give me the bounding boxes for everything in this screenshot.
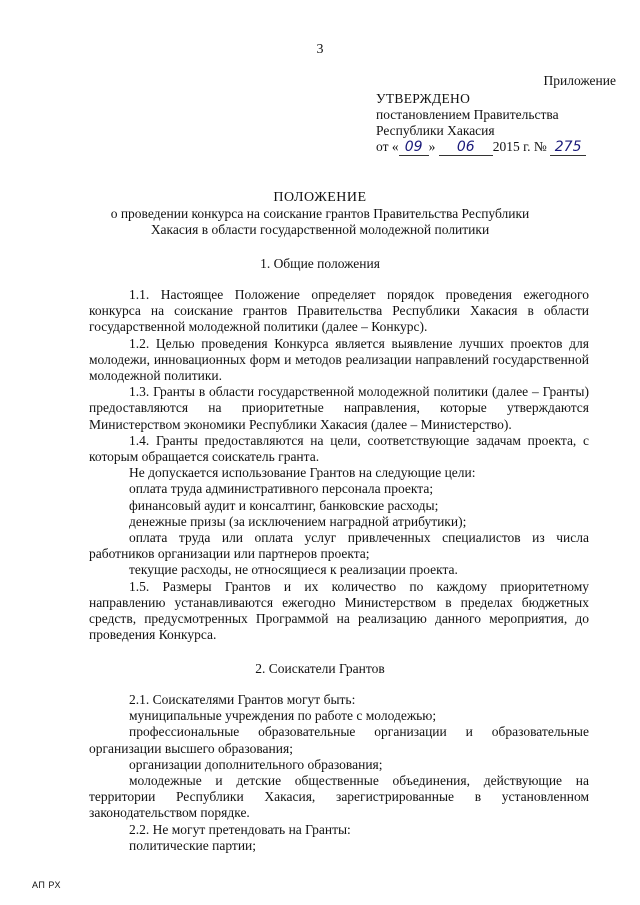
paragraph-2-2: 2.2. Не могут претендовать на Гранты:	[129, 821, 351, 837]
section-1-heading: 1. Общие положения	[260, 256, 380, 271]
list-item: финансовый аудит и консалтинг, банковские расходы;	[129, 497, 439, 513]
list-item: молодежные и детские общественные объединения, действующие на территории Республики Хакасия, зарегистрированные в установленном законодательством порядке.	[89, 773, 589, 821]
list-item: муниципальные учреждения по работе с молодежью;	[129, 708, 437, 724]
paragraph-1-2: 1.2. Целью проведения Конкурса является выявление лучших проектов для молодежи, инновационных форм и методов реализации направлений государственной молодежной политики.	[89, 335, 589, 384]
approval-date-line	[376, 139, 616, 156]
paragraph-1-1: 1.1. Настоящее Положение определяет порядок проведения ежегодного конкурса на соискание грантов Правительства Республики Хакасия в области государственной молодежной политики (далее – Конкурс).	[89, 287, 589, 335]
page-number: 3	[316, 42, 324, 57]
list-item: оплата труда или оплата услуг привлеченных специалистов из числа работников организации или партнеров проекта;	[89, 530, 589, 562]
list-item: денежные призы (за исключением наградной атрибутики);	[129, 513, 467, 529]
list-intro: Не допускается использование Грантов на следующие цели:	[129, 465, 476, 481]
handwritten-number: 275	[550, 140, 586, 156]
approved-label: УТВЕРЖДЕНО	[376, 91, 471, 106]
section-2-heading: 2. Соискатели Грантов	[255, 661, 385, 676]
document-title: ПОЛОЖЕНИЕ	[273, 190, 367, 205]
handwritten-month: 06	[439, 140, 493, 156]
paragraph-2-1: 2.1. Соискателями Грантов могут быть:	[129, 692, 356, 707]
section-2-body	[89, 692, 589, 854]
paragraph-1-3: 1.3. Гранты в области государственной молодежной политики (далее – Гранты) предоставляются на приоритетные направления, которые утверждаются Министерством экономики Республики Хакасия (далее – Министерство).	[89, 384, 589, 432]
footer-code: АП РХ	[32, 880, 61, 890]
list-item: текущие расходы, не относящиеся к реализации проекта.	[129, 562, 458, 578]
list-item: профессиональные образовательные организации и образовательные организации высшего образования;	[89, 724, 589, 756]
date-mid: »	[428, 139, 436, 154]
paragraph-1-4: 1.4. Гранты предоставляются на цели, соответствующие задачам проекта, с которым обращается соискатель гранта.	[89, 432, 589, 465]
list-item: политические партии;	[129, 837, 257, 853]
section-1-body	[89, 287, 589, 643]
approval-line-1: постановлением Правительства	[376, 107, 559, 122]
list-item: оплата труда административного персонала проекта;	[129, 481, 434, 497]
approval-block	[376, 73, 616, 156]
paragraph-1-5: 1.5. Размеры Грантов и их количество по каждому приоритетному направлению устанавливаются ежегодно Министерством в пределах бюджетных средств, предусмотренных Программой на реализацию данного мероприятия, до проведения Конкурса.	[89, 578, 589, 643]
approval-line-2: Республики Хакасия	[376, 123, 495, 138]
document-subtitle: о проведении конкурса на соискание грантов Правительства Республики Хакасия в области государственной молодежной политики	[110, 206, 530, 237]
year-text: 2015 г. №	[492, 139, 547, 154]
list-item: организации дополнительного образования;	[129, 756, 383, 772]
appendix-label: Приложение	[543, 73, 616, 88]
date-prefix: от «	[376, 139, 399, 154]
handwritten-day: 09	[399, 140, 429, 156]
